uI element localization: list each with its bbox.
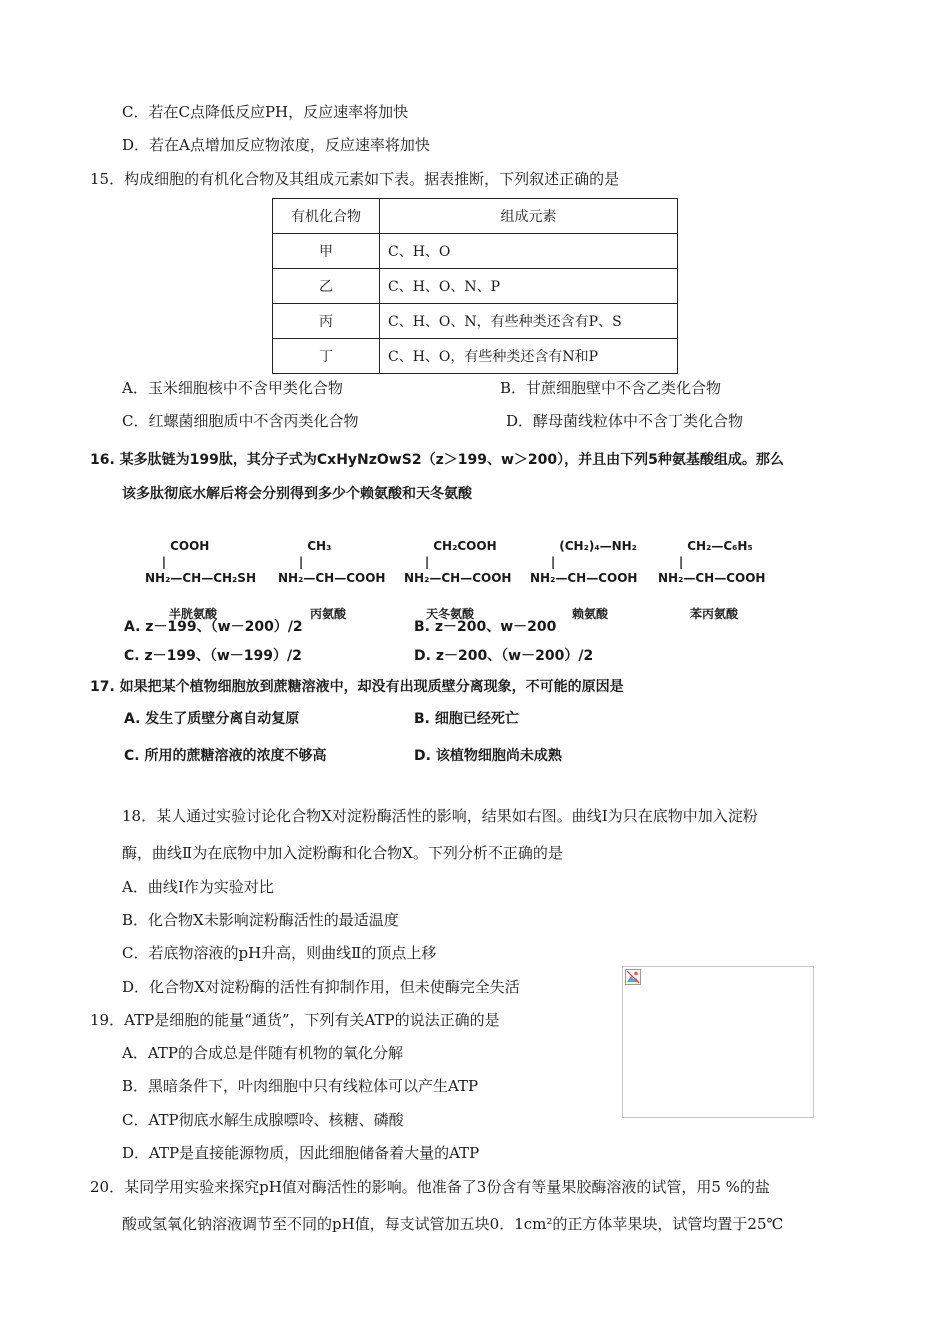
- q18-option-b: B．化合物X未影响淀粉酶活性的最适温度: [122, 911, 399, 929]
- table-cell: C、H、O、N、P: [380, 269, 678, 304]
- amino-acid-name: 赖氨酸: [572, 607, 609, 621]
- table-row: [273, 269, 678, 304]
- q15-option-c: C．红螺菌细胞质中不含丙类化合物: [122, 412, 359, 430]
- amino-acid-phenylalanine: [658, 522, 765, 638]
- q16-option-d: D. z－200、（w－200）/2: [414, 648, 594, 664]
- table-header-cell: 有机化合物: [273, 199, 380, 234]
- q17-option-d: D. 该植物细胞尚未成熟: [414, 748, 562, 764]
- q16-option-a: A. z－199、（w－200）/2: [124, 619, 303, 635]
- q15-option-d: D．酵母菌线粒体中不含丁类化合物: [506, 412, 744, 430]
- amino-acid-name: 天冬氨酸: [426, 607, 475, 621]
- structure-formula: CH₂COOH | NH₂—CH—COOH: [404, 539, 512, 585]
- q14-option-d: D．若在A点增加反应物浓度，反应速率将加快: [122, 136, 430, 154]
- table-header-cell: 组成元素: [380, 199, 678, 234]
- table-cell: 丙: [273, 304, 380, 339]
- q19-option-b: B．黑暗条件下，叶肉细胞中只有线粒体可以产生ATP: [122, 1077, 479, 1095]
- structure-formula: CH₂—C₆H₅ | NH₂—CH—COOH: [658, 539, 766, 585]
- q18-option-c: C．若底物溶液的pH升高，则曲线Ⅱ的顶点上移: [122, 944, 437, 962]
- q15-option-b: B．甘蔗细胞壁中不含乙类化合物: [500, 379, 722, 397]
- q16-option-c: C. z－199、（w－199）/2: [124, 648, 302, 664]
- q17-option-a: A. 发生了质壁分离自动复原: [124, 711, 300, 727]
- q19-option-a: A．ATP的合成总是伴随有机物的氧化分解: [122, 1044, 403, 1062]
- q17-option-c: C. 所用的蔗糖溶液的浓度不够高: [124, 748, 327, 764]
- table-row: [273, 304, 678, 339]
- structure-formula: COOH | NH₂—CH—CH₂SH: [145, 539, 256, 585]
- q19-stem: 19．ATP是细胞的能量“通货”，下列有关ATP的说法正确的是: [90, 1011, 500, 1029]
- q17-option-b: B. 细胞已经死亡: [414, 711, 519, 727]
- table-row: [273, 339, 678, 374]
- structure-formula: CH₃ | NH₂—CH—COOH: [278, 539, 386, 585]
- amino-acid-name: 苯丙氨酸: [690, 607, 739, 621]
- q18-stem-line2: 酶，曲线Ⅱ为在底物中加入淀粉酶和化合物X。下列分析不正确的是: [122, 844, 563, 862]
- table-cell: 甲: [273, 234, 380, 269]
- q14-option-c: C．若在C点降低反应PH，反应速率将加快: [122, 103, 409, 121]
- broken-image-icon: [625, 969, 641, 985]
- table-row: [273, 234, 678, 269]
- q18-option-a: A．曲线Ⅰ作为实验对比: [122, 878, 274, 896]
- table-cell: 丁: [273, 339, 380, 374]
- q18-stem-line1: 18．某人通过实验讨论化合物X对淀粉酶活性的影响，结果如右图。曲线Ⅰ为只在底物中加入淀粉: [122, 807, 758, 825]
- q16-stem-line1: 16. 某多肽链为199肽，其分子式为CxHyNzOwS2（z＞199、w＞200），并且由下列5种氨基酸组成。那么: [90, 452, 784, 468]
- table-cell: C、H、O，有些种类还含有N和P: [380, 339, 678, 374]
- structure-formula: (CH₂)₄—NH₂ | NH₂—CH—COOH: [530, 539, 638, 585]
- table-cell: C、H、O、N，有些种类还含有P、S: [380, 304, 678, 339]
- q17-stem: 17. 如果把某个植物细胞放到蔗糖溶液中，却没有出现质壁分离现象，不可能的原因是: [90, 679, 624, 695]
- q15-option-a: A．玉米细胞核中不含甲类化合物: [122, 379, 343, 397]
- q16-option-b: B. z－200、w－200: [414, 619, 557, 635]
- amino-acid-name: 半胱氨酸: [169, 607, 218, 621]
- amino-acid-name: 丙氨酸: [310, 607, 347, 621]
- table-cell: 乙: [273, 269, 380, 304]
- q15-composition-table: [272, 198, 678, 374]
- missing-figure-placeholder: [622, 966, 814, 1118]
- q20-stem-line1: 20．某同学用实验来探究pH值对酶活性的影响。他准备了3份含有等量果胶酶溶液的试管，用5 %的盐: [90, 1178, 770, 1196]
- table-cell: C、H、O: [380, 234, 678, 269]
- q18-option-d: D．化合物X对淀粉酶的活性有抑制作用，但未使酶完全失活: [122, 978, 520, 996]
- q19-option-d: D．ATP是直接能源物质，因此细胞储备着大量的ATP: [122, 1144, 480, 1162]
- q19-option-c: C．ATP彻底水解生成腺嘌呤、核糖、磷酸: [122, 1111, 404, 1129]
- table-header-row: [273, 199, 678, 234]
- q20-stem-line2: 酸或氢氧化钠溶液调节至不同的pH值，每支试管加五块0．1cm²的正方体苹果块，试管均置于25℃: [122, 1215, 784, 1233]
- q15-stem: 15．构成细胞的有机化合物及其组成元素如下表。据表推断，下列叙述正确的是: [90, 170, 620, 188]
- q16-stem-line2: 该多肽彻底水解后将会分别得到多少个赖氨酸和天冬氨酸: [122, 486, 472, 502]
